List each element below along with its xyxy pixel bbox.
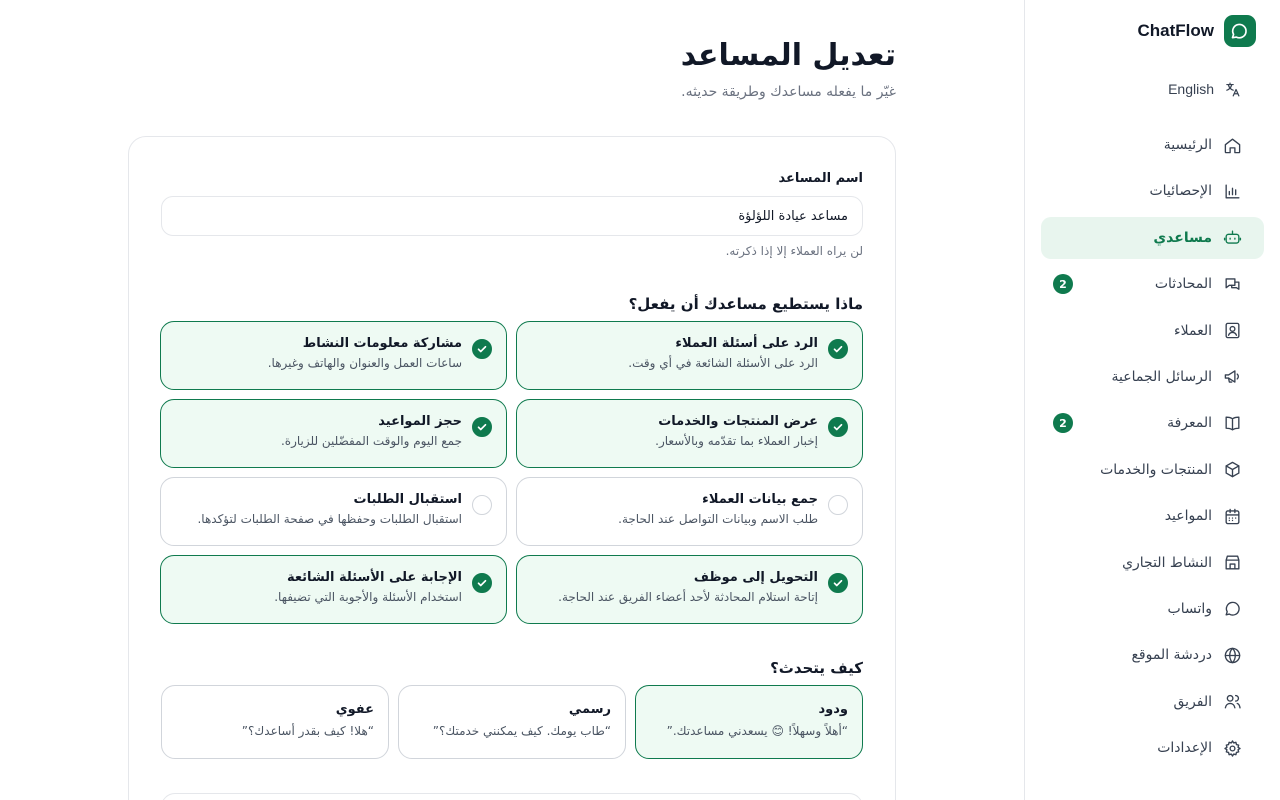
capability-description: استقبال الطلبات وحفظها في صفحة الطلبات لتؤكدها. <box>197 512 462 526</box>
sidebar-item-10[interactable] <box>1041 588 1264 630</box>
sidebar-item-12[interactable] <box>1041 681 1264 723</box>
language-label: English <box>1168 81 1214 97</box>
capability-option[interactable] <box>516 321 863 390</box>
checkmark-circle-icon[interactable] <box>472 339 492 359</box>
tone-title: كيف يتحدث؟ <box>770 659 863 677</box>
capability-description: إتاحة استلام المحادثة لأحد أعضاء الفريق عند الحاجة. <box>558 590 818 604</box>
home-icon <box>1222 135 1242 155</box>
capability-option[interactable] <box>160 477 507 546</box>
next-section-card <box>161 793 863 800</box>
page-title: تعديل المساعد <box>680 38 896 73</box>
sidebar-item-3[interactable] <box>1041 263 1264 305</box>
sidebar-nav <box>1041 124 1264 769</box>
checkmark-circle-icon[interactable] <box>828 339 848 359</box>
sidebar-item-label: الفريق <box>1173 693 1212 710</box>
sidebar-item-label: الرسائل الجماعية <box>1111 368 1212 385</box>
sidebar-item-9[interactable] <box>1041 542 1264 584</box>
capability-title: مشاركة معلومات النشاط <box>302 336 462 351</box>
chat-bubbles-icon <box>1222 274 1242 294</box>
capability-title: جمع بيانات العملاء <box>702 492 818 507</box>
sidebar-item-label: الرئيسية <box>1163 137 1212 153</box>
sidebar <box>1024 0 1280 800</box>
capability-description: إخبار العملاء بما تقدّمه وبالأسعار. <box>655 434 818 448</box>
page-subtitle: غيّر ما يفعله مساعدك وطريقة حديثه. <box>681 84 896 100</box>
sidebar-item-5[interactable] <box>1041 356 1264 398</box>
capability-description: طلب الاسم وبيانات التواصل عند الحاجة. <box>618 512 818 526</box>
sidebar-item-1[interactable] <box>1041 170 1264 212</box>
sidebar-item-label: واتساب <box>1167 600 1212 617</box>
capabilities-title: ماذا يستطيع مساعدك أن يفعل؟ <box>628 295 863 313</box>
capability-title: استقبال الطلبات <box>353 492 462 507</box>
sidebar-item-11[interactable] <box>1041 634 1264 676</box>
empty-circle-icon[interactable] <box>828 495 848 515</box>
capability-title: حجز المواعيد <box>378 414 462 429</box>
sidebar-item-label: الإحصائيات <box>1149 183 1212 200</box>
tone-title: عفوي <box>335 702 374 717</box>
tone-option[interactable] <box>161 685 389 759</box>
brand[interactable] <box>1041 14 1264 48</box>
sidebar-item-label: الإعدادات <box>1157 740 1212 757</box>
checkmark-circle-icon[interactable] <box>472 573 492 593</box>
sidebar-item-label: العملاء <box>1174 322 1212 339</box>
capability-description: جمع اليوم والوقت المفضّلين للزيارة. <box>280 434 462 448</box>
empty-circle-icon[interactable] <box>472 495 492 515</box>
sidebar-item-label: المواعيد <box>1164 508 1212 525</box>
whatsapp-icon <box>1222 599 1242 619</box>
assistant-name-input[interactable] <box>161 196 863 236</box>
capability-title: الرد على أسئلة العملاء <box>675 336 818 351</box>
capability-option[interactable] <box>516 477 863 546</box>
contact-card-icon <box>1222 321 1242 341</box>
assistant-name-label: اسم المساعد <box>778 171 863 186</box>
language-toggle[interactable] <box>1041 78 1264 100</box>
checkmark-circle-icon[interactable] <box>472 417 492 437</box>
capability-title: الإجابة على الأسئلة الشائعة <box>286 570 462 585</box>
checkmark-circle-icon[interactable] <box>828 573 848 593</box>
assistant-name-hint: لن يراه العملاء إلا إذا ذكرته. <box>725 244 863 258</box>
translate-icon <box>1222 79 1242 99</box>
tone-options <box>161 685 863 759</box>
bot-icon <box>1222 228 1242 248</box>
sidebar-item-13[interactable] <box>1041 727 1264 769</box>
sidebar-item-0[interactable] <box>1041 124 1264 166</box>
tone-example: “هلا! كيف بقدر أساعدك؟” <box>241 724 374 738</box>
capability-description: الرد على الأسئلة الشائعة في أي وقت. <box>628 356 818 370</box>
sidebar-item-label: المحادثات <box>1154 276 1212 293</box>
sidebar-item-8[interactable] <box>1041 495 1264 537</box>
capability-option[interactable] <box>160 399 507 468</box>
package-icon <box>1222 460 1242 480</box>
capability-option[interactable] <box>160 555 507 624</box>
sidebar-item-label: مساعدي <box>1153 229 1212 246</box>
capability-title: التحويل إلى موظف <box>693 570 818 585</box>
checkmark-circle-icon[interactable] <box>828 417 848 437</box>
sidebar-item-7[interactable] <box>1041 449 1264 491</box>
assistant-form-card <box>128 136 896 800</box>
capability-option[interactable] <box>516 399 863 468</box>
capability-title: عرض المنتجات والخدمات <box>658 414 818 429</box>
capability-description: استخدام الأسئلة والأجوبة التي تضيفها. <box>274 590 462 604</box>
tone-title: ودود <box>818 702 848 717</box>
megaphone-icon <box>1222 367 1242 387</box>
sidebar-item-badge: 2 <box>1053 274 1073 294</box>
sidebar-item-label: النشاط التجاري <box>1122 554 1212 571</box>
tone-title: رسمي <box>568 702 611 717</box>
tone-example: “طاب يومك. كيف يمكنني خدمتك؟” <box>432 724 611 738</box>
store-icon <box>1222 553 1242 573</box>
book-icon <box>1222 413 1242 433</box>
capability-description: ساعات العمل والعنوان والهاتف وغيرها. <box>267 356 462 370</box>
chat-logo-icon <box>1224 15 1256 47</box>
capabilities-grid <box>161 321 863 624</box>
sidebar-item-label: المعرفة <box>1167 415 1212 432</box>
calendar-icon <box>1222 506 1242 526</box>
sidebar-item-4[interactable] <box>1041 310 1264 352</box>
sidebar-item-badge: 2 <box>1053 413 1073 433</box>
globe-icon <box>1222 645 1242 665</box>
tone-option[interactable] <box>398 685 626 759</box>
brand-name: ChatFlow <box>1137 21 1214 40</box>
tone-example: “أهلاً وسهلاً! 😊 يسعدني مساعدتك.” <box>666 724 848 738</box>
sidebar-item-label: دردشة الموقع <box>1131 647 1212 664</box>
sidebar-item-2[interactable] <box>1041 217 1264 259</box>
capability-option[interactable] <box>516 555 863 624</box>
sidebar-item-6[interactable] <box>1041 402 1264 444</box>
gear-icon <box>1222 738 1242 758</box>
tone-option[interactable] <box>635 685 863 759</box>
capability-option[interactable] <box>160 321 507 390</box>
users-icon <box>1222 692 1242 712</box>
bar-chart-icon <box>1222 181 1242 201</box>
sidebar-item-label: المنتجات والخدمات <box>1100 461 1212 478</box>
